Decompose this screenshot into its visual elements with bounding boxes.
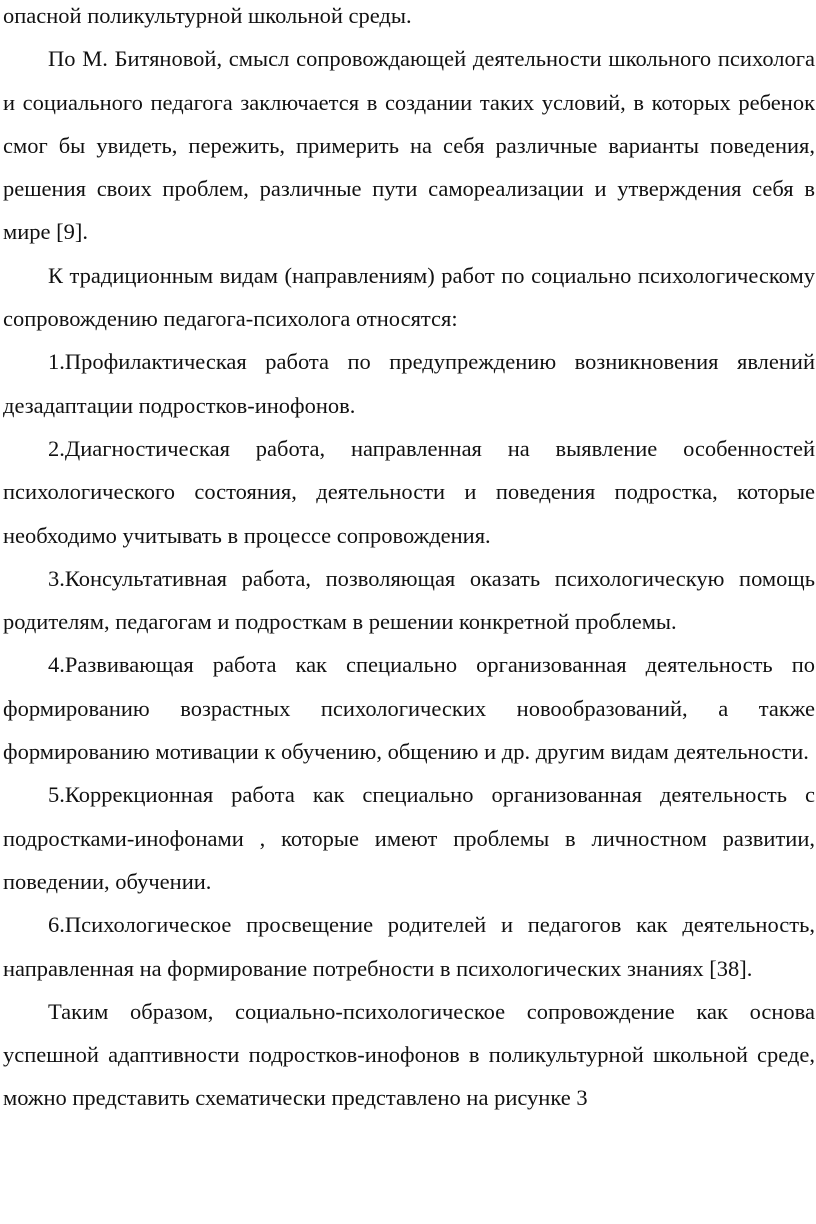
document-page xyxy=(3,0,815,1120)
list-item-correctional: 5.Коррекционная работа как специально организованная деятельность с подростками-инофонами , которые имеют проблемы в личностном развитии, поведении, обучении. xyxy=(3,782,815,894)
list-item-consulting: 3.Консультативная работа, позволяющая оказать психологическую помощь родителям, педагогам и подросткам в решении конкретной проблемы. xyxy=(3,565,815,635)
list-item-prevention: 1.Профилактическая работа по предупреждению возникновения явлений дезадаптации подростков-инофонов. xyxy=(3,349,815,418)
list-item-developmental: 4.Развивающая работа как специально организованная деятельность по формированию возрастных психологических новообразований, а также формированию мотивации к обучению, общению и др. другим видам деятельности. xyxy=(3,652,815,765)
list-item-diagnostics: 2.Диагностическая работа, направленная на выявление особенностей психологического состояния, деятельности и поведения подростка, которые необходимо учитывать в процессе сопровождения. xyxy=(3,435,815,548)
paragraph-conclusion: Таким образом, социально-психологическое сопровождение как основа успешной адаптивности подростков-инофонов в поликультурной школьной среде, можно представить схематически представлено на рисунке 3 xyxy=(3,998,815,1111)
list-item-education: 6.Психологическое просвещение родителей и педагогов как деятельность, направленная на формирование потребности в психологических знаниях [38]. xyxy=(3,912,815,981)
paragraph-bityanova-definition: По М. Битяновой, смысл сопровождающей деятельности школьного психолога и социального педагога заключается в создании таких условий, в которых ребенок смог бы увидеть, пережить, примерить на себя различные варианты поведения, решения своих проблем, различные пути самореализации и утверждения себя в мире [9]. xyxy=(3,46,815,245)
paragraph-continuation: опасной поликультурной школьной среды. xyxy=(3,3,412,28)
paragraph-work-types-intro: К традиционным видам (направлениям) работ по социально психологическому сопровождению педагога-психолога относятся: xyxy=(3,262,815,332)
